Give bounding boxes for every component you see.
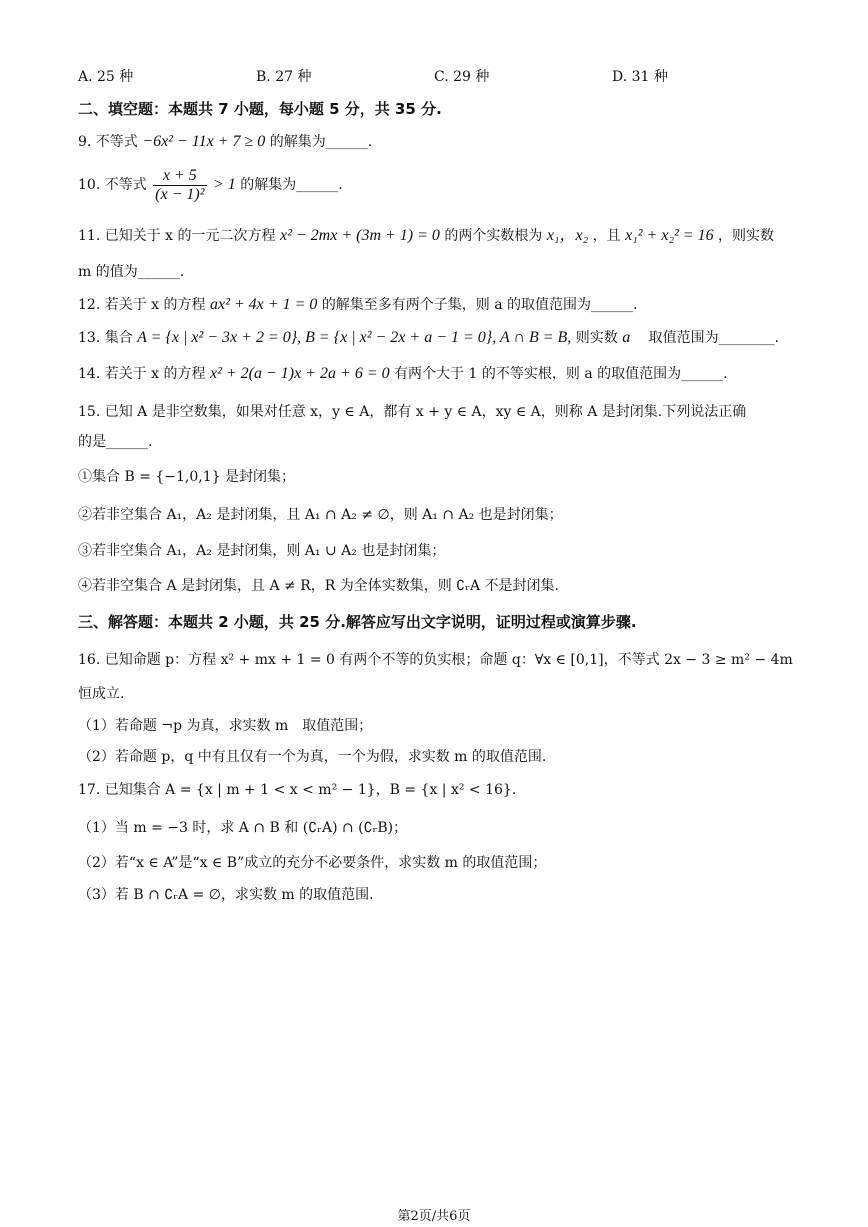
q10-fraction	[153, 167, 206, 204]
q11-equation: x² − 2mx + (3m + 1) = 0	[279, 227, 440, 244]
q14-suffix: 有两个大于 1 的不等实根，则 a 的取值范围为______.	[394, 366, 728, 382]
question-15-line2: 的是______.	[78, 434, 153, 450]
q13-tail: 取值范围为________.	[648, 330, 780, 346]
q11-roots: x₁，x₂	[546, 227, 589, 244]
page-number: 第2页/共6页	[397, 1209, 471, 1224]
q15-statement-2: ②若非空集合 A₁，A₂ 是封闭集，且 A₁ ∩ A₂ ≠ ∅，则 A₁ ∩ A₂ 也是封闭集；	[78, 507, 563, 523]
question-13	[78, 328, 779, 348]
option-c: C. 29 种	[434, 69, 490, 85]
q11-suffix: ，则实数	[718, 228, 775, 244]
q10-denominator: (x − 1)²	[155, 185, 205, 203]
option-d: D. 31 种	[612, 69, 668, 85]
question-11-line2: m 的值为______.	[78, 264, 185, 280]
q16-part-1: （1）若命题 ¬p 为真，求实数 m 取值范围；	[78, 718, 373, 734]
question-15-line1: 15. 已知 A 是非空数集，如果对任意 x，y ∈ A，都有 x + y ∈ A，xy ∈ A，则称 A 是封闭集.下列说法正确	[78, 404, 747, 420]
q16-part-2: （2）若命题 p，q 中有且仅有一个为真，一个为假，求实数 m 的取值范围.	[78, 749, 547, 765]
q13-variable: a	[622, 329, 631, 346]
q13-prefix: 13. 集合	[78, 330, 133, 346]
q17-part-2: （2）若“x ∈ A”是“x ∈ B”成立的充分不必要条件，求实数 m 的取值范围；	[78, 855, 547, 871]
q10-relation: > 1	[212, 176, 236, 193]
q17-part-1: （1）当 m = −3 时，求 A ∩ B 和 (∁ᵣA) ∩ (∁ᵣB)；	[78, 820, 408, 836]
q15-statement-1: ①集合 B = {−1,0,1} 是封闭集；	[78, 469, 295, 485]
option-a: A. 25 种	[78, 69, 134, 85]
question-11	[78, 226, 774, 246]
q15-statement-4: ④若非空集合 A 是封闭集，且 A ≠ R，R 为全体实数集，则 ∁ᵣA 不是封闭集.	[78, 578, 559, 594]
q12-prefix: 12. 若关于 x 的方程	[78, 297, 206, 313]
question-9	[78, 132, 372, 152]
question-12	[78, 295, 638, 315]
question-10	[78, 166, 343, 204]
q15-statement-3: ③若非空集合 A₁，A₂ 是封闭集，则 A₁ ∪ A₂ 也是封闭集；	[78, 543, 446, 559]
q11-mid: 的两个实数根为	[444, 228, 543, 244]
choice-options	[78, 66, 778, 86]
option-b: B. 27 种	[256, 69, 312, 85]
q10-numerator: x + 5	[153, 167, 206, 186]
section-answer-title: 三、解答题：本题共 2 小题，共 25 分.解答应写出文字说明，证明过程或演算步骤.	[78, 613, 637, 631]
q10-suffix: 的解集为______.	[240, 177, 343, 193]
q17-part-3: （3）若 B ∩ ∁ᵣA = ∅，求实数 m 的取值范围.	[78, 887, 374, 903]
q14-equation: x² + 2(a − 1)x + 2a + 6 = 0	[209, 365, 390, 382]
section-fill-in-title: 二、填空题：本题共 7 小题，每小题 5 分，共 35 分.	[78, 100, 442, 118]
q11-cond-prefix: ，且	[592, 228, 621, 244]
q10-prefix: 10. 不等式	[78, 177, 147, 193]
q11-condition: x₁² + x₂² = 16	[625, 227, 714, 244]
question-16-line2: 恒成立.	[78, 686, 125, 702]
q11-prefix: 11. 已知关于 x 的一元二次方程	[78, 228, 276, 244]
q12-suffix: 的解集至多有两个子集，则 a 的取值范围为______.	[321, 297, 638, 313]
q12-equation: ax² + 4x + 1 = 0	[209, 296, 318, 313]
q9-prefix: 9. 不等式	[78, 134, 138, 150]
question-14	[78, 364, 728, 384]
q9-inequality: −6x² − 11x + 7 ≥ 0	[142, 133, 266, 150]
q13-suffix: 则实数	[575, 330, 618, 346]
q9-suffix: 的解集为______.	[269, 134, 373, 150]
question-17-line1: 17. 已知集合 A = {x | m + 1 < x < m² − 1}，B = {x | x² < 16}.	[78, 782, 517, 798]
q14-prefix: 14. 若关于 x 的方程	[78, 366, 206, 382]
q13-sets: A = {x | x² − 3x + 2 = 0}, B = {x | x² − 2x + a − 1 = 0}, A ∩ B = B,	[137, 329, 572, 346]
question-16-line1: 16. 已知命题 p：方程 x² + mx + 1 = 0 有两个不等的负实根；命题 q：∀x ∈ [0,1]，不等式 2x − 3 ≥ m² − 4m	[78, 652, 793, 668]
